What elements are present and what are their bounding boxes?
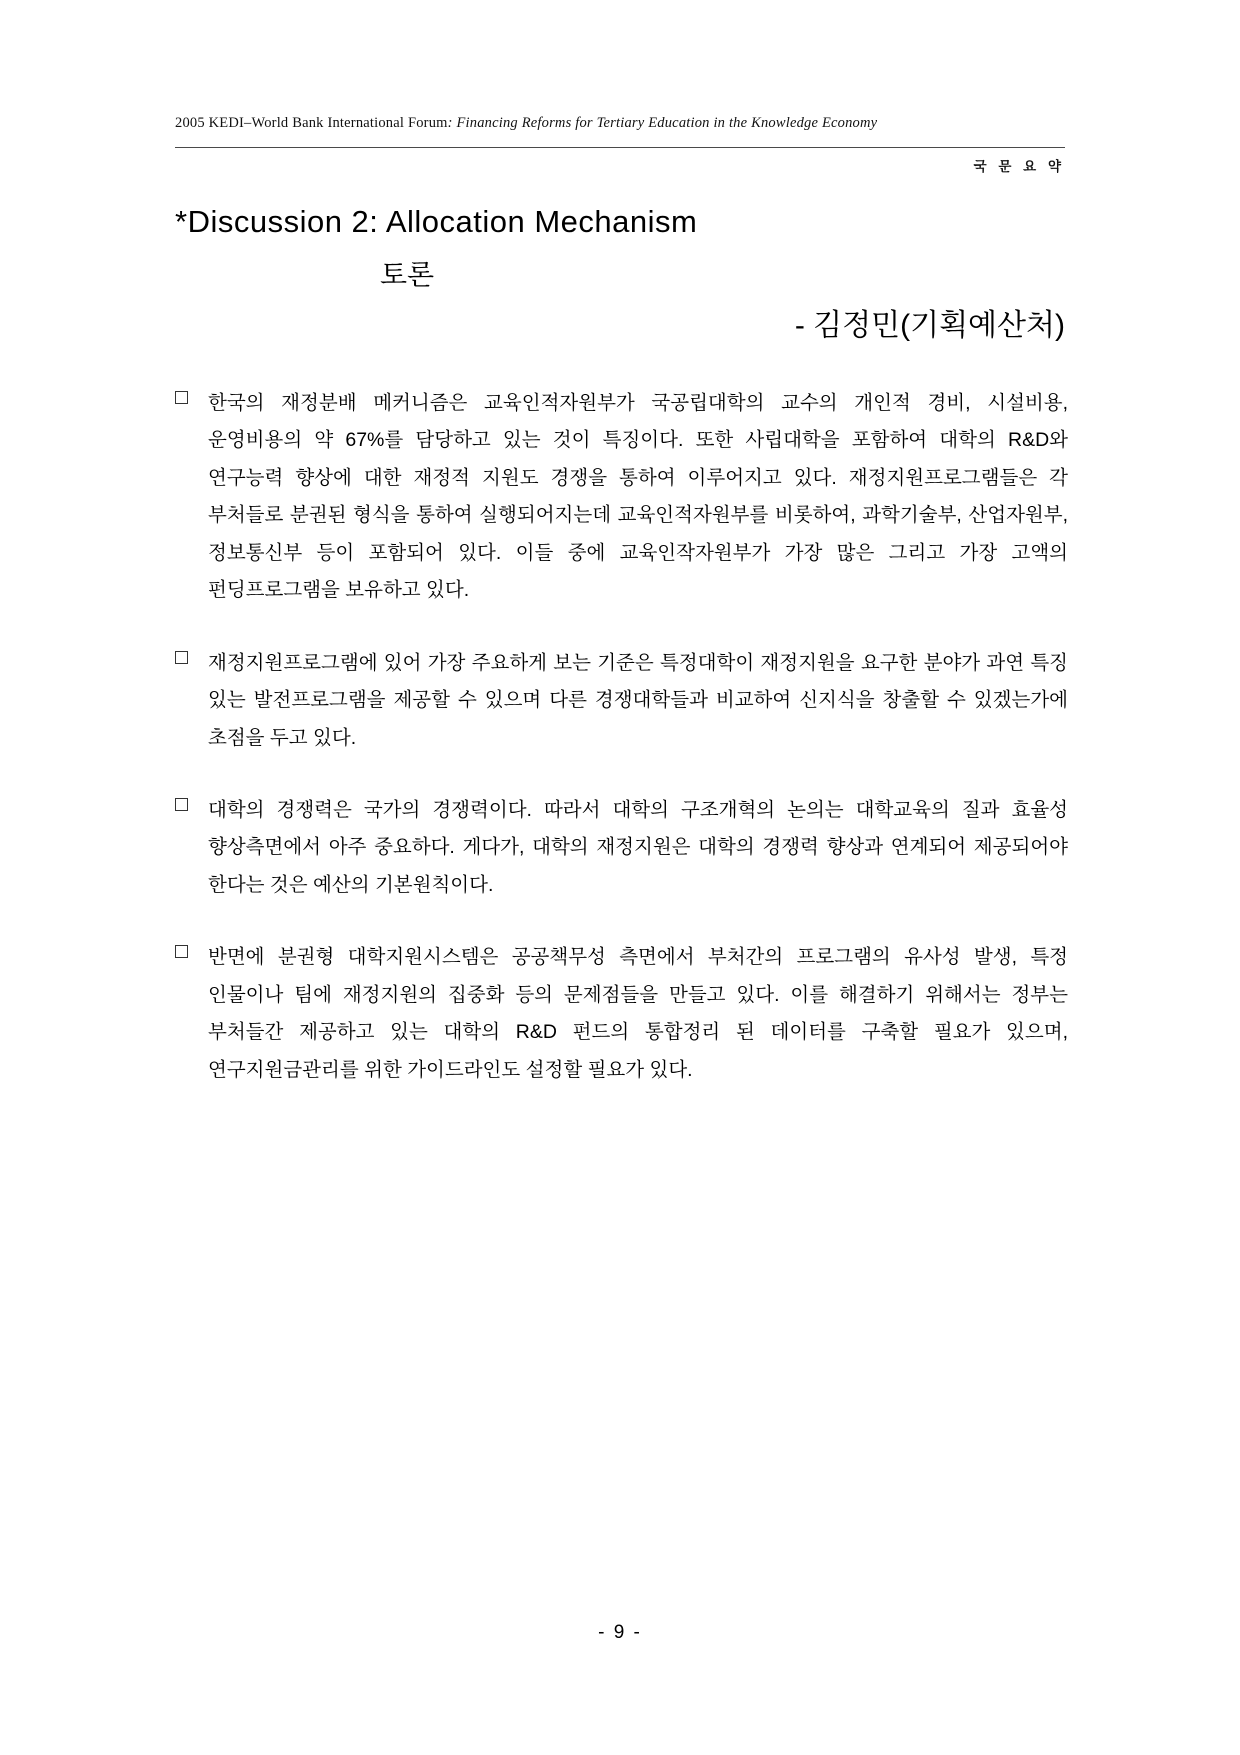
page-title: *Discussion 2: Allocation Mechanism bbox=[175, 204, 698, 239]
paragraph-text: 대학의 경쟁력은 국가의 경쟁력이다. 따라서 대학의 구조개혁의 논의는 대학교육의 질과 효율성 향상측면에서 아주 중요하다. 게다가, 대학의 재정지원은 대학의 경쟁력 향상과 연계되어 제공되어야 한다는 것은 예산의 기본원칙이다. bbox=[208, 798, 1068, 896]
paragraph-text: 반면에 분권형 대학지원시스템은 공공책무성 측면에서 부처간의 프로그램의 유사성 발생, 특정 인물이나 팀에 재정지원의 집중화 등의 문제점들을 만들고 있다. 이를 해결하기 위해서는 정부는 부처들간 제공하고 있는 대학의 R&D 펀드의 통합정리 된 데이터를 구축할 필요가 있으며, 연구지원금관리를 위한 가이드라인도 설정할 필요가 있다. bbox=[208, 946, 1068, 1081]
paragraph-block bbox=[175, 645, 1068, 757]
paragraph-block bbox=[175, 939, 1068, 1089]
page-number: - 9 - bbox=[598, 1622, 642, 1643]
paragraph-block bbox=[175, 792, 1068, 904]
running-header bbox=[175, 115, 1075, 132]
header-divider bbox=[175, 147, 1065, 148]
page-subtitle: 토론 bbox=[380, 259, 435, 290]
running-header-main: 2005 KEDI–World Bank International Forum bbox=[175, 115, 448, 131]
square-bullet-icon bbox=[175, 651, 188, 664]
body-content bbox=[175, 385, 1068, 1124]
running-header-subtitle: : Financing Reforms for Tertiary Education in the Knowledge Economy bbox=[447, 115, 878, 131]
paragraph-block bbox=[175, 385, 1068, 610]
square-bullet-icon bbox=[175, 391, 188, 404]
square-bullet-icon bbox=[175, 798, 188, 811]
section-tag: 국 문 요 약 bbox=[973, 159, 1065, 174]
paragraph-text: 한국의 재정분배 메커니즘은 교육인적자원부가 국공립대학의 교수의 개인적 경비, 시설비용, 운영비용의 약 67%를 담당하고 있는 것이 특징이다. 또한 사립대학을 포함하여 대학의 R&D와 연구능력 향상에 대한 재정적 지원도 경쟁을 통하여 이루어지고 있다. 재정지원프로그램들은 각 부처들로 분권된 형식을 통하여 실행되어지는데 교육인적자원부를 비롯하여, 과학기술부, 산업자원부, 정보통신부 등이 포함되어 있다. 이들 중에 교육인작자원부가 가장 많은 그리고 가장 고액의 펀딩프로그램을 보유하고 있다. bbox=[208, 392, 1068, 602]
paragraph-text: 재정지원프로그램에 있어 가장 주요하게 보는 기준은 특정대학이 재정지원을 요구한 분야가 과연 특징 있는 발전프로그램을 제공할 수 있으며 다른 경쟁대학들과 비교하여 신지식을 창출할 수 있겠는가에 초점을 두고 있다. bbox=[208, 651, 1068, 749]
square-bullet-icon bbox=[175, 945, 188, 958]
author-line: - 김정민(기획예산처) bbox=[794, 309, 1065, 342]
